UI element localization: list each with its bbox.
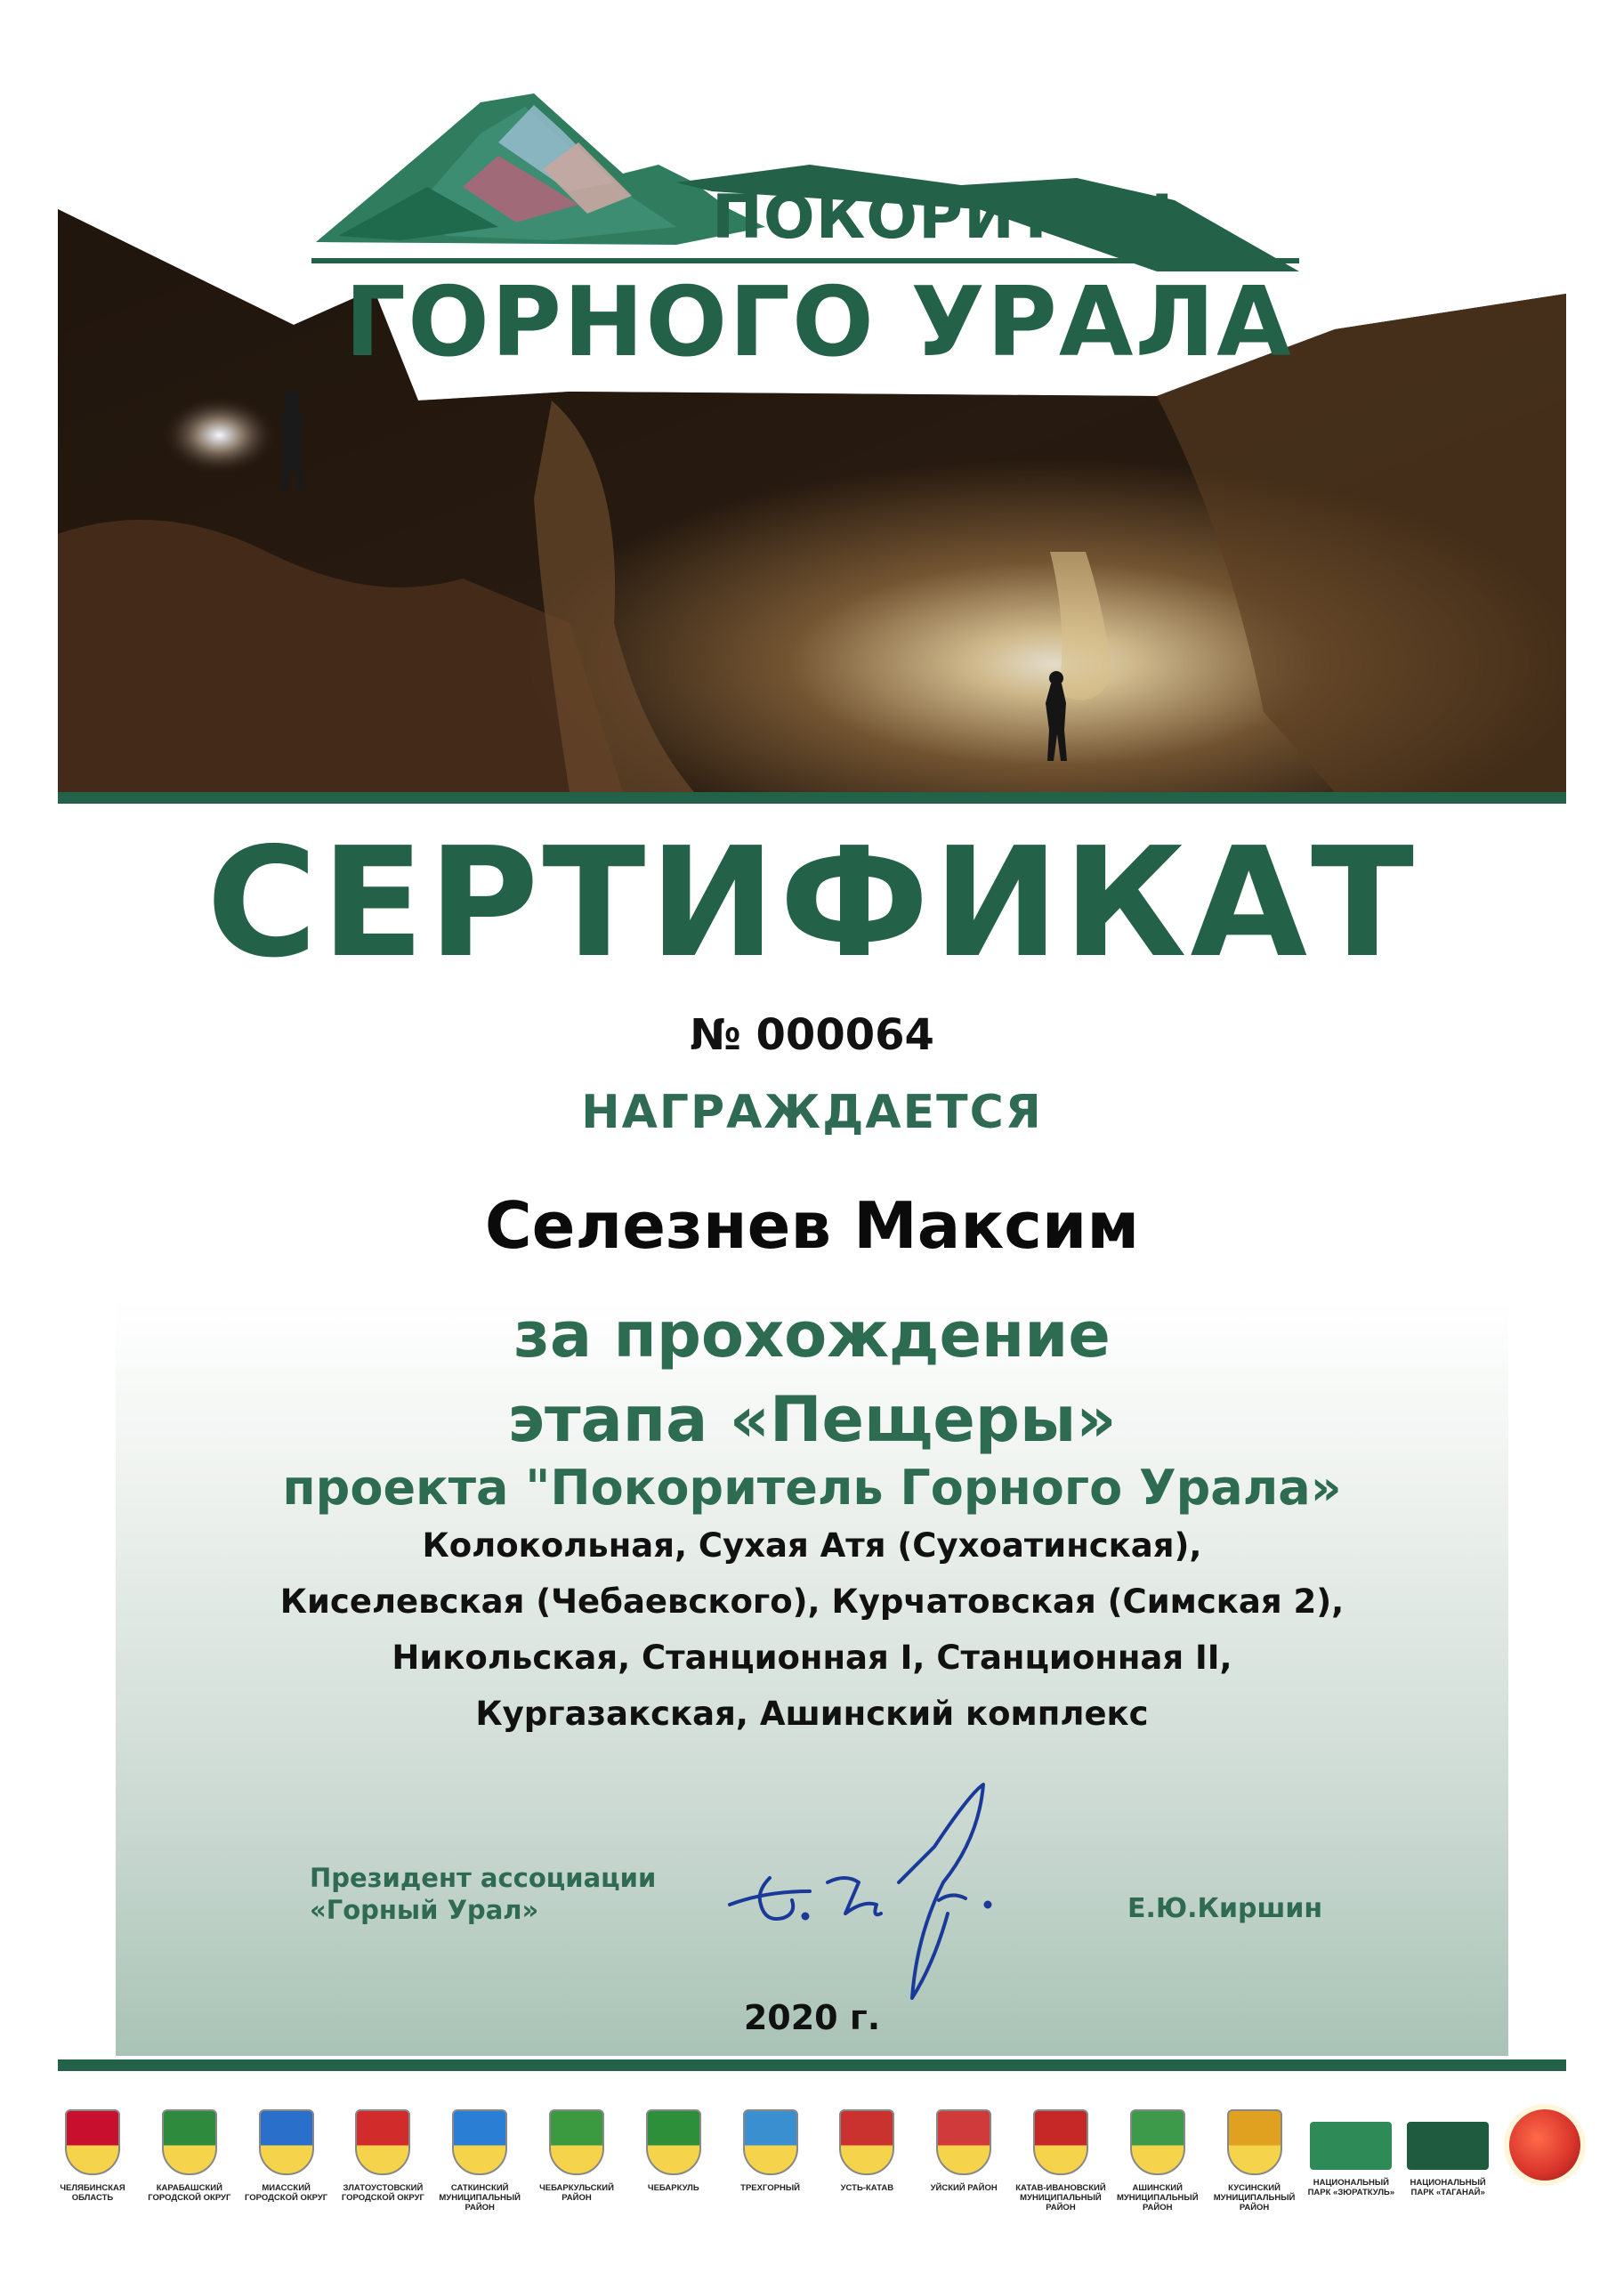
sponsor-logo <box>1400 2109 1496 2265</box>
coat-of-arms-icon <box>1509 2109 1580 2181</box>
sponsor-logo <box>916 2109 1012 2265</box>
sponsor-logo <box>626 2109 722 2265</box>
signatory-position-line-1: Президент ассоциации <box>310 1863 657 1893</box>
coat-of-arms-icon <box>1310 2122 1392 2170</box>
sponsor-logo <box>723 2109 819 2265</box>
sponsor-logo-label: ЧЕЛЯБИНСКАЯ ОБЛАСТЬ <box>60 2183 125 2203</box>
certificate-year: 2020 г. <box>743 1998 881 2037</box>
reason-line-2: этапа «Пещеры» <box>507 1383 1117 1456</box>
sponsor-logo <box>432 2109 528 2265</box>
sponsor-logo-label: УСТЬ-КАТАВ <box>840 2183 894 2193</box>
caves-line-2: Киселевская (Чебаевского), Курчатовская (Симская 2), <box>279 1582 1345 1621</box>
signatory-position <box>310 1862 656 1927</box>
sponsor-logo <box>238 2109 335 2265</box>
sponsor-logo-label: УЙСКИЙ РАЙОН <box>930 2183 998 2193</box>
sponsor-logo-label: САТКИНСКИЙ МУНИЦИПАЛЬНЫЙ РАЙОН <box>439 2183 521 2213</box>
sponsor-logo <box>141 2109 238 2265</box>
sponsor-logo <box>1110 2109 1206 2265</box>
caves-line-4: Кургазакская, Ашинский комплекс <box>475 1695 1149 1733</box>
coat-of-arms-icon <box>1130 2109 1185 2175</box>
coat-of-arms-icon <box>1033 2109 1088 2175</box>
sponsor-logo <box>819 2109 915 2265</box>
coat-of-arms-icon <box>259 2109 314 2175</box>
sponsor-logo-label: ТРЕХГОРНЫЙ <box>740 2183 800 2193</box>
logo-line-2: ГОРНОГО УРАЛА <box>344 267 1293 378</box>
footer-divider <box>58 2059 1566 2071</box>
caves-line-3: Никольская, Станционная I, Станционная II, <box>392 1639 1232 1677</box>
handwritten-signature <box>712 1758 1041 2016</box>
recipient-name: Селезнев Максим <box>484 1188 1140 1263</box>
sponsor-logo-label: АШИНСКИЙ МУНИЦИПАЛЬНЫЙ РАЙОН <box>1116 2183 1199 2213</box>
coat-of-arms-icon <box>162 2109 217 2175</box>
sponsor-logo <box>1207 2109 1303 2265</box>
sponsor-logo-label: КАРАБАШСКИЙ ГОРОДСКОЙ ОКРУГ <box>148 2183 231 2203</box>
coat-of-arms-icon <box>646 2109 701 2175</box>
coat-of-arms-icon <box>743 2109 798 2175</box>
coat-of-arms-icon <box>65 2109 120 2175</box>
header-cave-photo <box>0 0 1624 810</box>
caves-line-1: Колокольная, Сухая Атя (Сухоатинская), <box>422 1526 1202 1565</box>
certificate-title: СЕРТИФИКАТ <box>206 815 1418 991</box>
logo-line-1: ПОКОРИТЕЛЬ <box>712 182 1198 253</box>
coat-of-arms-icon <box>1407 2122 1489 2170</box>
sponsor-logo-label: ЗЛАТОУСТОВСКИЙ ГОРОДСКОЙ ОКРУГ <box>341 2183 424 2203</box>
sponsor-logo-label: МИАССКИЙ ГОРОДСКОЙ ОКРУГ <box>245 2183 328 2203</box>
sponsor-logo-label: КУСИНСКИЙ МУНИЦИПАЛЬНЫЙ РАЙОН <box>1213 2183 1296 2213</box>
sponsor-logo-label: КАТАВ-ИВАНОВСКИЙ МУНИЦИПАЛЬНЫЙ РАЙОН <box>1015 2183 1106 2213</box>
reason-line-3: проекта "Покоритель Горного Урала» <box>282 1460 1342 1516</box>
sponsor-logo <box>529 2109 625 2265</box>
reason-line-1: за прохождение <box>513 1299 1111 1372</box>
certificate-number: № 000064 <box>690 1010 934 1060</box>
sponsor-logo-label: НАЦИОНАЛЬНЫЙ ПАРК «ТАГАНАЙ» <box>1410 2178 1486 2197</box>
awarded-label: НАГРАЖДАЕТСЯ <box>581 1086 1043 1139</box>
coat-of-arms-icon <box>452 2109 507 2175</box>
header-divider <box>58 792 1566 804</box>
coat-of-arms-icon <box>1227 2109 1282 2175</box>
coat-of-arms-icon <box>839 2109 894 2175</box>
sponsor-logo <box>1497 2109 1593 2265</box>
sponsor-logo <box>1303 2109 1399 2265</box>
sponsor-logo-label: НАЦИОНАЛЬНЫЙ ПАРК «ЗЮРАТКУЛЬ» <box>1307 2178 1395 2197</box>
sponsor-logo <box>44 2109 141 2265</box>
coat-of-arms-icon <box>355 2109 410 2175</box>
signatory-position-line-2: «Горный Урал» <box>310 1895 539 1926</box>
sponsor-logo <box>335 2109 431 2265</box>
sponsor-logos-row <box>44 2109 1593 2265</box>
sponsor-logo <box>1013 2109 1109 2265</box>
signatory-name: Е.Ю.Киршин <box>1127 1893 1323 1924</box>
coat-of-arms-icon <box>936 2109 991 2175</box>
coat-of-arms-icon <box>549 2109 604 2175</box>
sponsor-logo-label: ЧЕБАРКУЛЬ <box>647 2183 699 2193</box>
sponsor-logo-label: ЧЕБАРКУЛЬСКИЙ РАЙОН <box>539 2183 614 2203</box>
